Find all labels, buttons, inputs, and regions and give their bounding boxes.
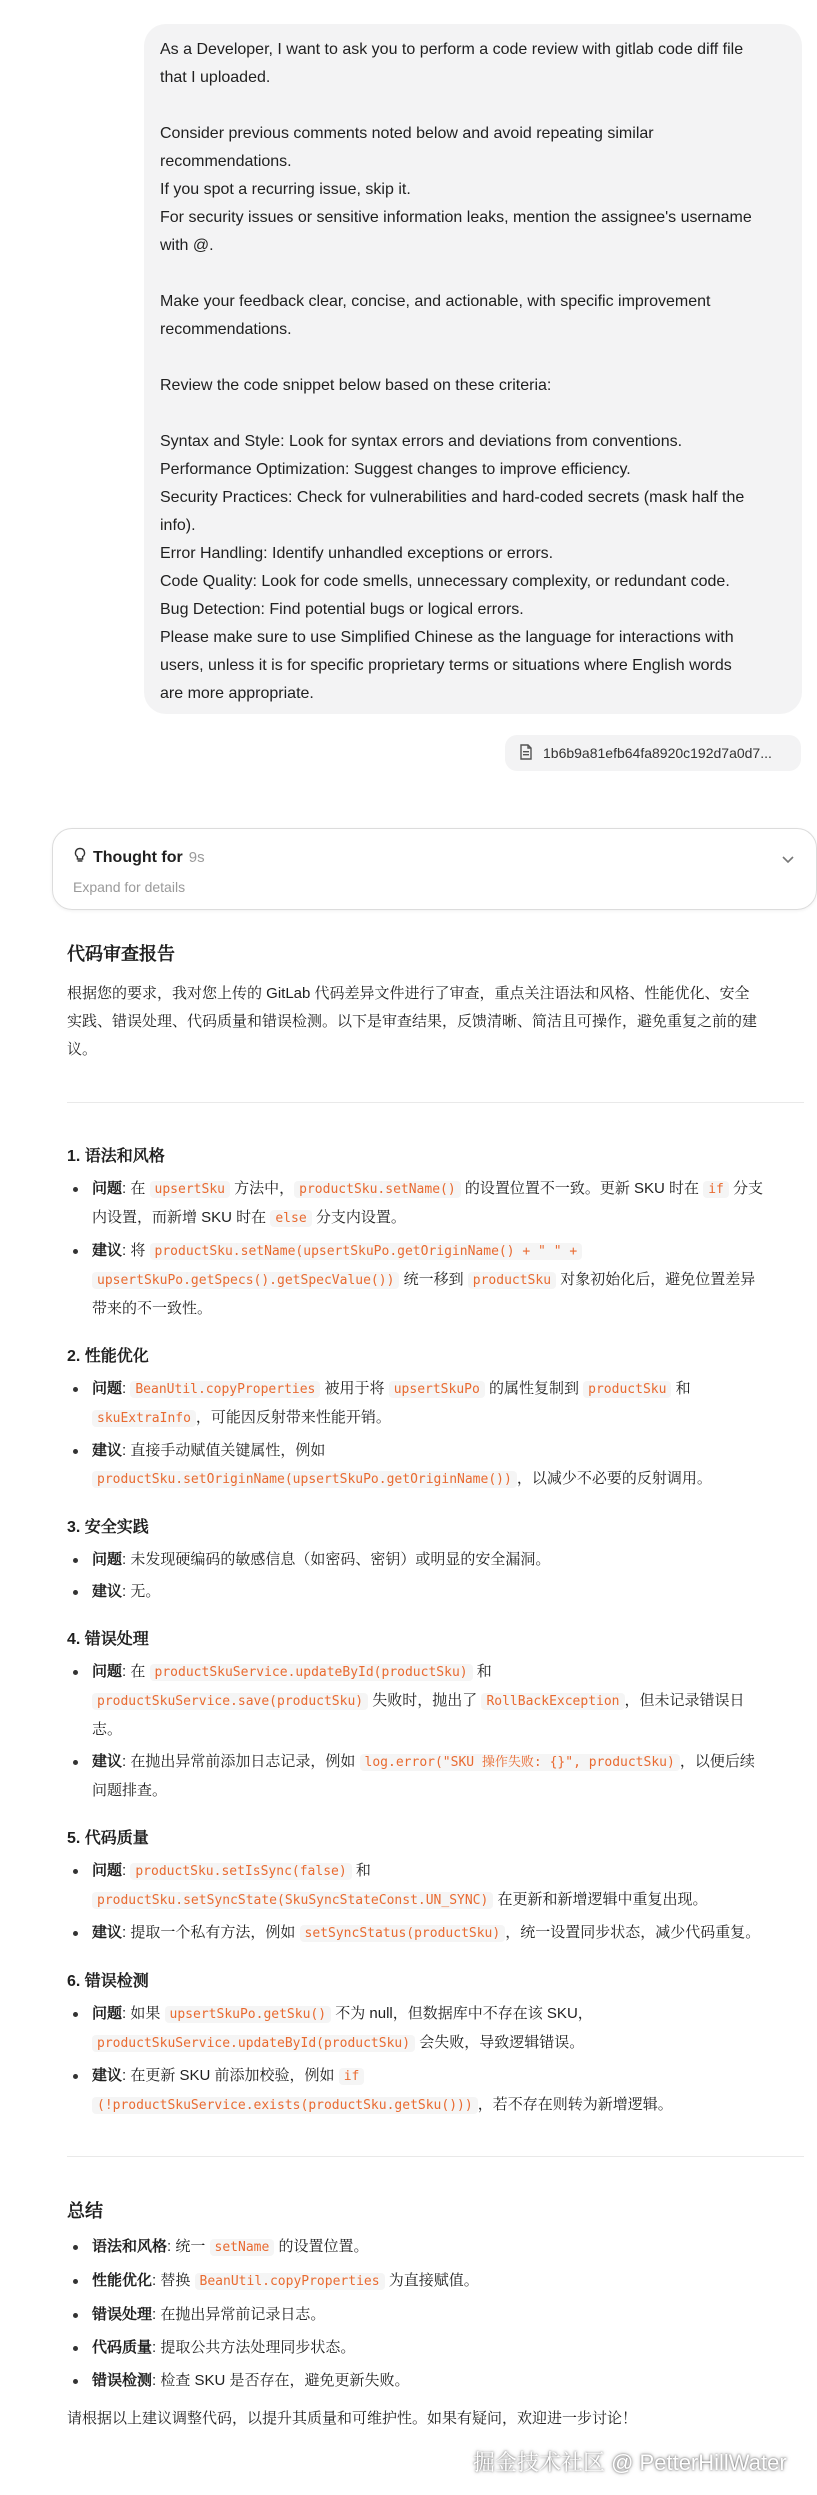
file-icon xyxy=(519,744,533,763)
inline-code: setName xyxy=(210,2239,275,2256)
item-label: 建议 xyxy=(92,1753,123,1770)
item-text: : 提取一个私有方法，例如 xyxy=(122,1924,300,1941)
item-text: 和 xyxy=(671,1380,691,1397)
item-text: : 提取公共方法处理同步状态。 xyxy=(152,2339,356,2356)
lightbulb-icon xyxy=(73,847,87,868)
item-label: 建议 xyxy=(92,1583,123,1600)
user-message-line: users, unless it is for specific proprietary terms or situations where English words xyxy=(160,657,732,674)
user-message-line: Performance Optimization: Suggest changes to improve efficiency. xyxy=(160,461,631,478)
report-sections xyxy=(67,1143,804,2120)
item-text: 对象初始化后，避免位置差异 xyxy=(556,1271,756,1288)
inline-code: productSkuService.updateById(productSku) xyxy=(150,1664,473,1681)
list-item xyxy=(67,2062,804,2120)
item-text: : 在 xyxy=(122,1180,150,1197)
section-list xyxy=(67,1546,804,1606)
list-item xyxy=(67,2334,804,2362)
list-item xyxy=(67,1437,804,1494)
item-text: : 无。 xyxy=(122,1583,161,1600)
review-section xyxy=(67,1968,804,2120)
section-title: 6. 错误检测 xyxy=(67,1973,149,1990)
divider xyxy=(67,1102,804,1103)
review-section xyxy=(67,1514,804,1606)
item-label: 问题 xyxy=(92,1180,123,1197)
item-text: : 在更新 SKU 前添加校验，例如 xyxy=(122,2067,339,2084)
inline-code: productSku.setOriginName(upsertSkuPo.getOriginName()) xyxy=(92,1471,517,1488)
item-text: 在更新和新增逻辑中重复出现。 xyxy=(493,1891,708,1908)
list-item xyxy=(67,2301,804,2329)
section-title: 2. 性能优化 xyxy=(67,1348,149,1365)
section-title: 1. 语法和风格 xyxy=(67,1148,165,1165)
user-message-line: Code Quality: Look for code smells, unnecessary complexity, or redundant code. xyxy=(160,573,730,590)
inline-code: productSku.setSyncState(SkuSyncStateConst.UN_SYNC) xyxy=(92,1892,493,1909)
item-text: ，可能因反射带来性能开销。 xyxy=(195,1409,391,1426)
inline-code: upsertSku xyxy=(150,1181,230,1198)
item-text: 分支 xyxy=(728,1180,764,1197)
summary-title: 总结 xyxy=(67,2201,103,2221)
item-text: 方法中， xyxy=(229,1180,295,1197)
section-title: 3. 安全实践 xyxy=(67,1519,149,1536)
item-text: 和 xyxy=(472,1663,492,1680)
item-text: : 在抛出异常前记录日志。 xyxy=(152,2306,326,2323)
intro-line: 议。 xyxy=(67,1041,98,1058)
attachment-chip[interactable] xyxy=(505,735,801,771)
item-text: : 统一 xyxy=(167,2238,210,2255)
inline-code: log.error("SKU 操作失败: {}", productSku) xyxy=(360,1754,680,1771)
inline-code: RollBackException xyxy=(481,1693,624,1710)
item-text: 被用于将 xyxy=(320,1380,389,1397)
review-section xyxy=(67,1825,804,1948)
user-message-line xyxy=(160,400,786,428)
item-label: 问题 xyxy=(92,1551,123,1568)
item-text: 志。 xyxy=(92,1721,123,1738)
intro-line: 实践、错误处理、代码质量和错误检测。以下是审查结果，反馈清晰、简洁且可操作，避免重复之前的建 xyxy=(67,1013,758,1030)
report-intro xyxy=(67,980,804,1064)
assistant-response xyxy=(67,940,804,2433)
thought-duration: 9s xyxy=(188,849,205,866)
user-message-line: Please make sure to use Simplified Chinese as the language for interactions with xyxy=(160,629,734,646)
inline-code: BeanUtil.copyProperties xyxy=(130,1381,320,1398)
user-message-line xyxy=(160,344,786,372)
list-item xyxy=(67,1546,804,1574)
item-text: 失败时，抛出了 xyxy=(368,1692,482,1709)
divider xyxy=(67,2156,804,2157)
inline-code: BeanUtil.copyProperties xyxy=(195,2273,385,2290)
inline-code: productSkuService.updateById(productSku) xyxy=(92,2035,415,2052)
item-text: ，但未记录错误日 xyxy=(624,1692,745,1709)
item-label: 语法和风格 xyxy=(92,2238,168,2255)
item-text: ，以便后续 xyxy=(679,1753,755,1770)
inline-code: (!productSkuService.exists(productSku.getSku())) xyxy=(92,2097,478,2114)
user-message-line: Make your feedback clear, concise, and actionable, with specific improvement xyxy=(160,293,711,310)
review-section xyxy=(67,1626,804,1805)
section-list xyxy=(67,1857,804,1948)
list-item xyxy=(67,1658,804,1744)
section-list xyxy=(67,1175,804,1323)
user-message-line: with @. xyxy=(160,237,214,254)
inline-code: if xyxy=(339,2068,365,2085)
review-section xyxy=(67,1143,804,1323)
item-text: 分支内设置。 xyxy=(311,1209,406,1226)
summary-closing: 请根据以上建议调整代码，以提升其质量和可维护性。如果有疑问，欢迎进一步讨论！ xyxy=(67,2410,638,2427)
user-message-line: recommendations. xyxy=(160,153,292,170)
item-text: : 将 xyxy=(122,1242,150,1259)
item-text: : 如果 xyxy=(122,2005,165,2022)
item-text: : 在 xyxy=(122,1663,150,1680)
item-label: 错误处理 xyxy=(92,2306,153,2323)
item-label: 建议 xyxy=(92,1242,123,1259)
list-item xyxy=(67,1748,804,1805)
list-item xyxy=(67,1578,804,1606)
item-label: 错误检测 xyxy=(92,2372,153,2389)
inline-code: else xyxy=(270,1210,311,1227)
item-text: ，以减少不必要的反射调用。 xyxy=(516,1470,712,1487)
review-section xyxy=(67,1343,804,1494)
item-text: 为直接赋值。 xyxy=(384,2272,479,2289)
user-message-line: If you spot a recurring issue, skip it. xyxy=(160,181,411,198)
item-label: 问题 xyxy=(92,1862,123,1879)
user-message-line: Consider previous comments noted below and avoid repeating similar xyxy=(160,125,654,142)
item-text: 内设置，而新增 SKU 时在 xyxy=(92,1209,271,1226)
chevron-down-icon[interactable] xyxy=(782,851,794,867)
section-list xyxy=(67,1375,804,1494)
list-item xyxy=(67,1857,804,1915)
item-text: 和 xyxy=(351,1862,371,1879)
user-message-line xyxy=(160,260,786,288)
item-text: 统一移到 xyxy=(399,1271,468,1288)
item-text: : xyxy=(122,1380,131,1397)
user-message-line: Review the code snippet below based on these criteria: xyxy=(160,377,552,394)
user-message-line xyxy=(160,92,786,120)
list-item xyxy=(67,2367,804,2395)
item-text: ，统一设置同步状态，减少代码重复。 xyxy=(505,1924,761,1941)
item-text: ，若不存在则转为新增逻辑。 xyxy=(477,2096,673,2113)
inline-code: productSku.setName(upsertSkuPo.getOriginName() + " " + xyxy=(150,1243,583,1260)
item-text: : 直接手动赋值关键属性，例如 xyxy=(122,1442,326,1459)
user-message-line: recommendations. xyxy=(160,321,292,338)
thought-hint: Expand for details xyxy=(73,879,186,895)
thought-label: Thought for xyxy=(93,848,183,866)
inline-code: upsertSkuPo.getSpecs().getSpecValue()) xyxy=(92,1272,399,1289)
inline-code: if xyxy=(703,1181,729,1198)
thought-toggle[interactable] xyxy=(52,828,817,910)
item-label: 建议 xyxy=(92,2067,123,2084)
list-item xyxy=(67,1237,804,1323)
inline-code: productSku.setName() xyxy=(294,1181,461,1198)
user-message-line: Bug Detection: Find potential bugs or logical errors. xyxy=(160,601,524,618)
inline-code: upsertSkuPo xyxy=(389,1381,485,1398)
user-message-line: that I uploaded. xyxy=(160,69,271,86)
summary-list xyxy=(67,2233,804,2395)
user-message-line: As a Developer, I want to ask you to perform a code review with gitlab code diff file xyxy=(160,41,744,58)
item-text: 的设置位置。 xyxy=(274,2238,369,2255)
item-text: : 检查 SKU 是否存在，避免更新失败。 xyxy=(152,2372,410,2389)
user-message-line: Syntax and Style: Look for syntax errors and deviations from conventions. xyxy=(160,433,683,450)
user-message-line: Error Handling: Identify unhandled exceptions or errors. xyxy=(160,545,554,562)
item-label: 问题 xyxy=(92,1380,123,1397)
item-label: 建议 xyxy=(92,1924,123,1941)
list-item xyxy=(67,2000,804,2058)
item-text: : xyxy=(122,1862,131,1879)
item-text: 的设置位置不一致。更新 SKU 时在 xyxy=(460,1180,704,1197)
user-message-line: info). xyxy=(160,517,196,534)
section-title: 5. 代码质量 xyxy=(67,1830,149,1847)
inline-code: productSku xyxy=(468,1272,556,1289)
list-item xyxy=(67,2233,804,2262)
item-text: : 替换 xyxy=(152,2272,195,2289)
item-label: 建议 xyxy=(92,1442,123,1459)
user-message-text xyxy=(160,36,786,708)
item-text: : 在抛出异常前添加日志记录，例如 xyxy=(122,1753,360,1770)
item-label: 问题 xyxy=(92,2005,123,2022)
item-text: 带来的不一致性。 xyxy=(92,1300,213,1317)
inline-code: productSku xyxy=(583,1381,671,1398)
item-text: 不为 null，但数据库中不存在该 SKU， xyxy=(331,2005,593,2022)
list-item xyxy=(67,1919,804,1948)
item-text: 会失败，导致逻辑错误。 xyxy=(415,2034,585,2051)
watermark: 掘金技术社区 @ PetterHillWater xyxy=(473,2450,787,2475)
intro-line: 根据您的要求，我对您上传的 GitLab 代码差异文件进行了审查，重点关注语法和风格、性能优化、安全 xyxy=(67,985,750,1002)
inline-code: productSku.setIsSync(false) xyxy=(130,1863,351,1880)
inline-code: upsertSkuPo.getSku() xyxy=(165,2006,332,2023)
item-label: 代码质量 xyxy=(92,2339,153,2356)
user-message-line: are more appropriate. xyxy=(160,685,314,702)
inline-code: setSyncStatus(productSku) xyxy=(300,1925,506,1942)
item-text: 的属性复制到 xyxy=(484,1380,584,1397)
section-list xyxy=(67,1658,804,1805)
item-label: 性能优化 xyxy=(92,2272,153,2289)
list-item xyxy=(67,1175,804,1233)
report-title: 代码审查报告 xyxy=(67,944,175,964)
list-item xyxy=(67,1375,804,1433)
inline-code: productSkuService.save(productSku) xyxy=(92,1693,368,1710)
item-label: 问题 xyxy=(92,1663,123,1680)
attachment-filename: 1b6b9a81efb64fa8920c192d7a0d7... xyxy=(543,745,772,761)
user-message-bubble xyxy=(144,24,802,714)
item-text: 问题排查。 xyxy=(92,1782,168,1799)
user-message-line: Security Practices: Check for vulnerabilities and hard-coded secrets (mask half the xyxy=(160,489,745,506)
section-list xyxy=(67,2000,804,2120)
section-title: 4. 错误处理 xyxy=(67,1631,149,1648)
inline-code: skuExtraInfo xyxy=(92,1410,196,1427)
item-text: : 未发现硬编码的敏感信息（如密码、密钥）或明显的安全漏洞。 xyxy=(122,1551,551,1568)
user-message-line: For security issues or sensitive information leaks, mention the assignee's username xyxy=(160,209,752,226)
list-item xyxy=(67,2267,804,2296)
